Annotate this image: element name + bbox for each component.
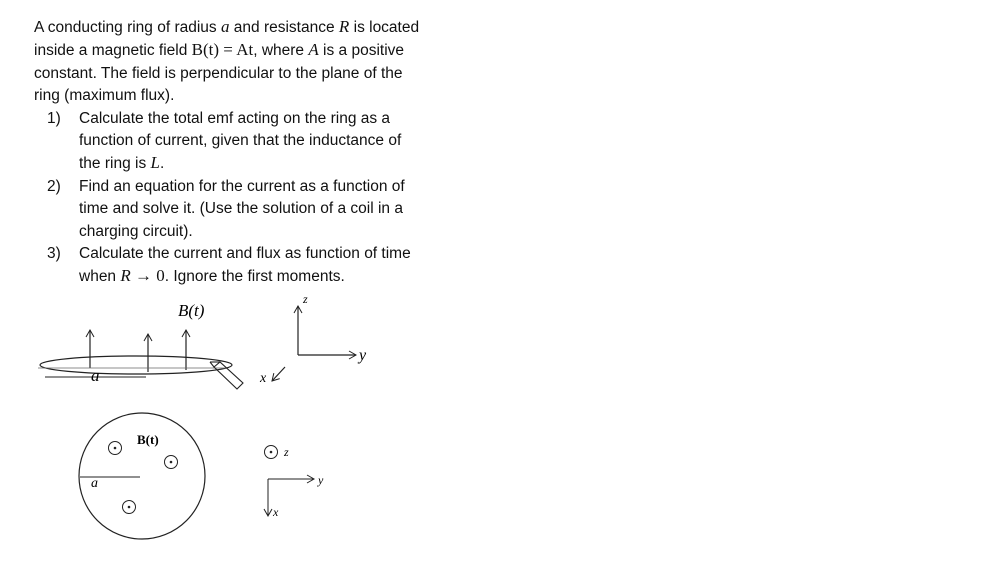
var-R-limit: R	[120, 266, 131, 286]
intro-text-5: is a positive constant. The field is perpendicular to the plane of the ring (maximum flux).	[34, 42, 405, 105]
top-radius-label: a	[91, 476, 98, 491]
field-expression: B(t) = At	[191, 40, 254, 60]
question-1-text: Calculate the total emf acting on the ring as a function of current, given that the inductance of the ring is	[79, 109, 402, 173]
question-1-tail: .	[159, 155, 165, 173]
side-axes	[259, 292, 367, 386]
intro-text-3: is located inside a magnetic field	[34, 19, 420, 60]
top-view-figure	[79, 413, 324, 539]
side-axis-x-label: x	[260, 371, 267, 386]
var-a: a	[220, 17, 230, 36]
field-out-of-page-icon	[165, 456, 178, 469]
var-L: L	[150, 153, 160, 173]
ring-side-view	[40, 356, 232, 374]
side-view-figure	[38, 292, 367, 389]
question-3-text: Calculate the current and flux as function of time when	[79, 245, 411, 286]
field-out-of-page-icon	[109, 442, 122, 455]
side-field-arrows	[90, 330, 186, 372]
limit-expression: → 0	[130, 266, 165, 286]
question-3-tail: . Ignore the first moments.	[164, 268, 345, 286]
top-axes	[265, 445, 325, 519]
var-A: A	[308, 40, 319, 60]
question-2-number: 2)	[47, 177, 61, 195]
field-out-of-page-icon	[123, 501, 136, 514]
side-axis-y-label: y	[359, 347, 367, 364]
intro-text-1: A conducting ring of radius	[34, 19, 221, 36]
top-field-label: B(t)	[137, 432, 159, 447]
intro-text-4: , where	[253, 42, 309, 60]
top-axis-z-label: z	[284, 445, 289, 459]
x-axis-arrow-icon	[272, 367, 285, 381]
side-field-label: B(t)	[178, 301, 205, 320]
z-out-of-page-icon	[265, 446, 278, 459]
var-R: R	[338, 17, 350, 36]
side-axis-z-label: z	[303, 292, 308, 306]
intro-text-2: and resistance	[229, 19, 339, 36]
question-3-number: 3)	[47, 245, 61, 263]
question-1-number: 1)	[47, 109, 61, 127]
pencil-icon	[210, 362, 243, 389]
top-axis-x-label: x	[273, 505, 279, 519]
question-2-text: Find an equation for the current as a function of time and solve it. (Use the solution of a coil in a charging circuit).	[79, 177, 405, 240]
top-axis-y-label: y	[318, 473, 324, 487]
side-radius-label: a	[91, 366, 100, 385]
